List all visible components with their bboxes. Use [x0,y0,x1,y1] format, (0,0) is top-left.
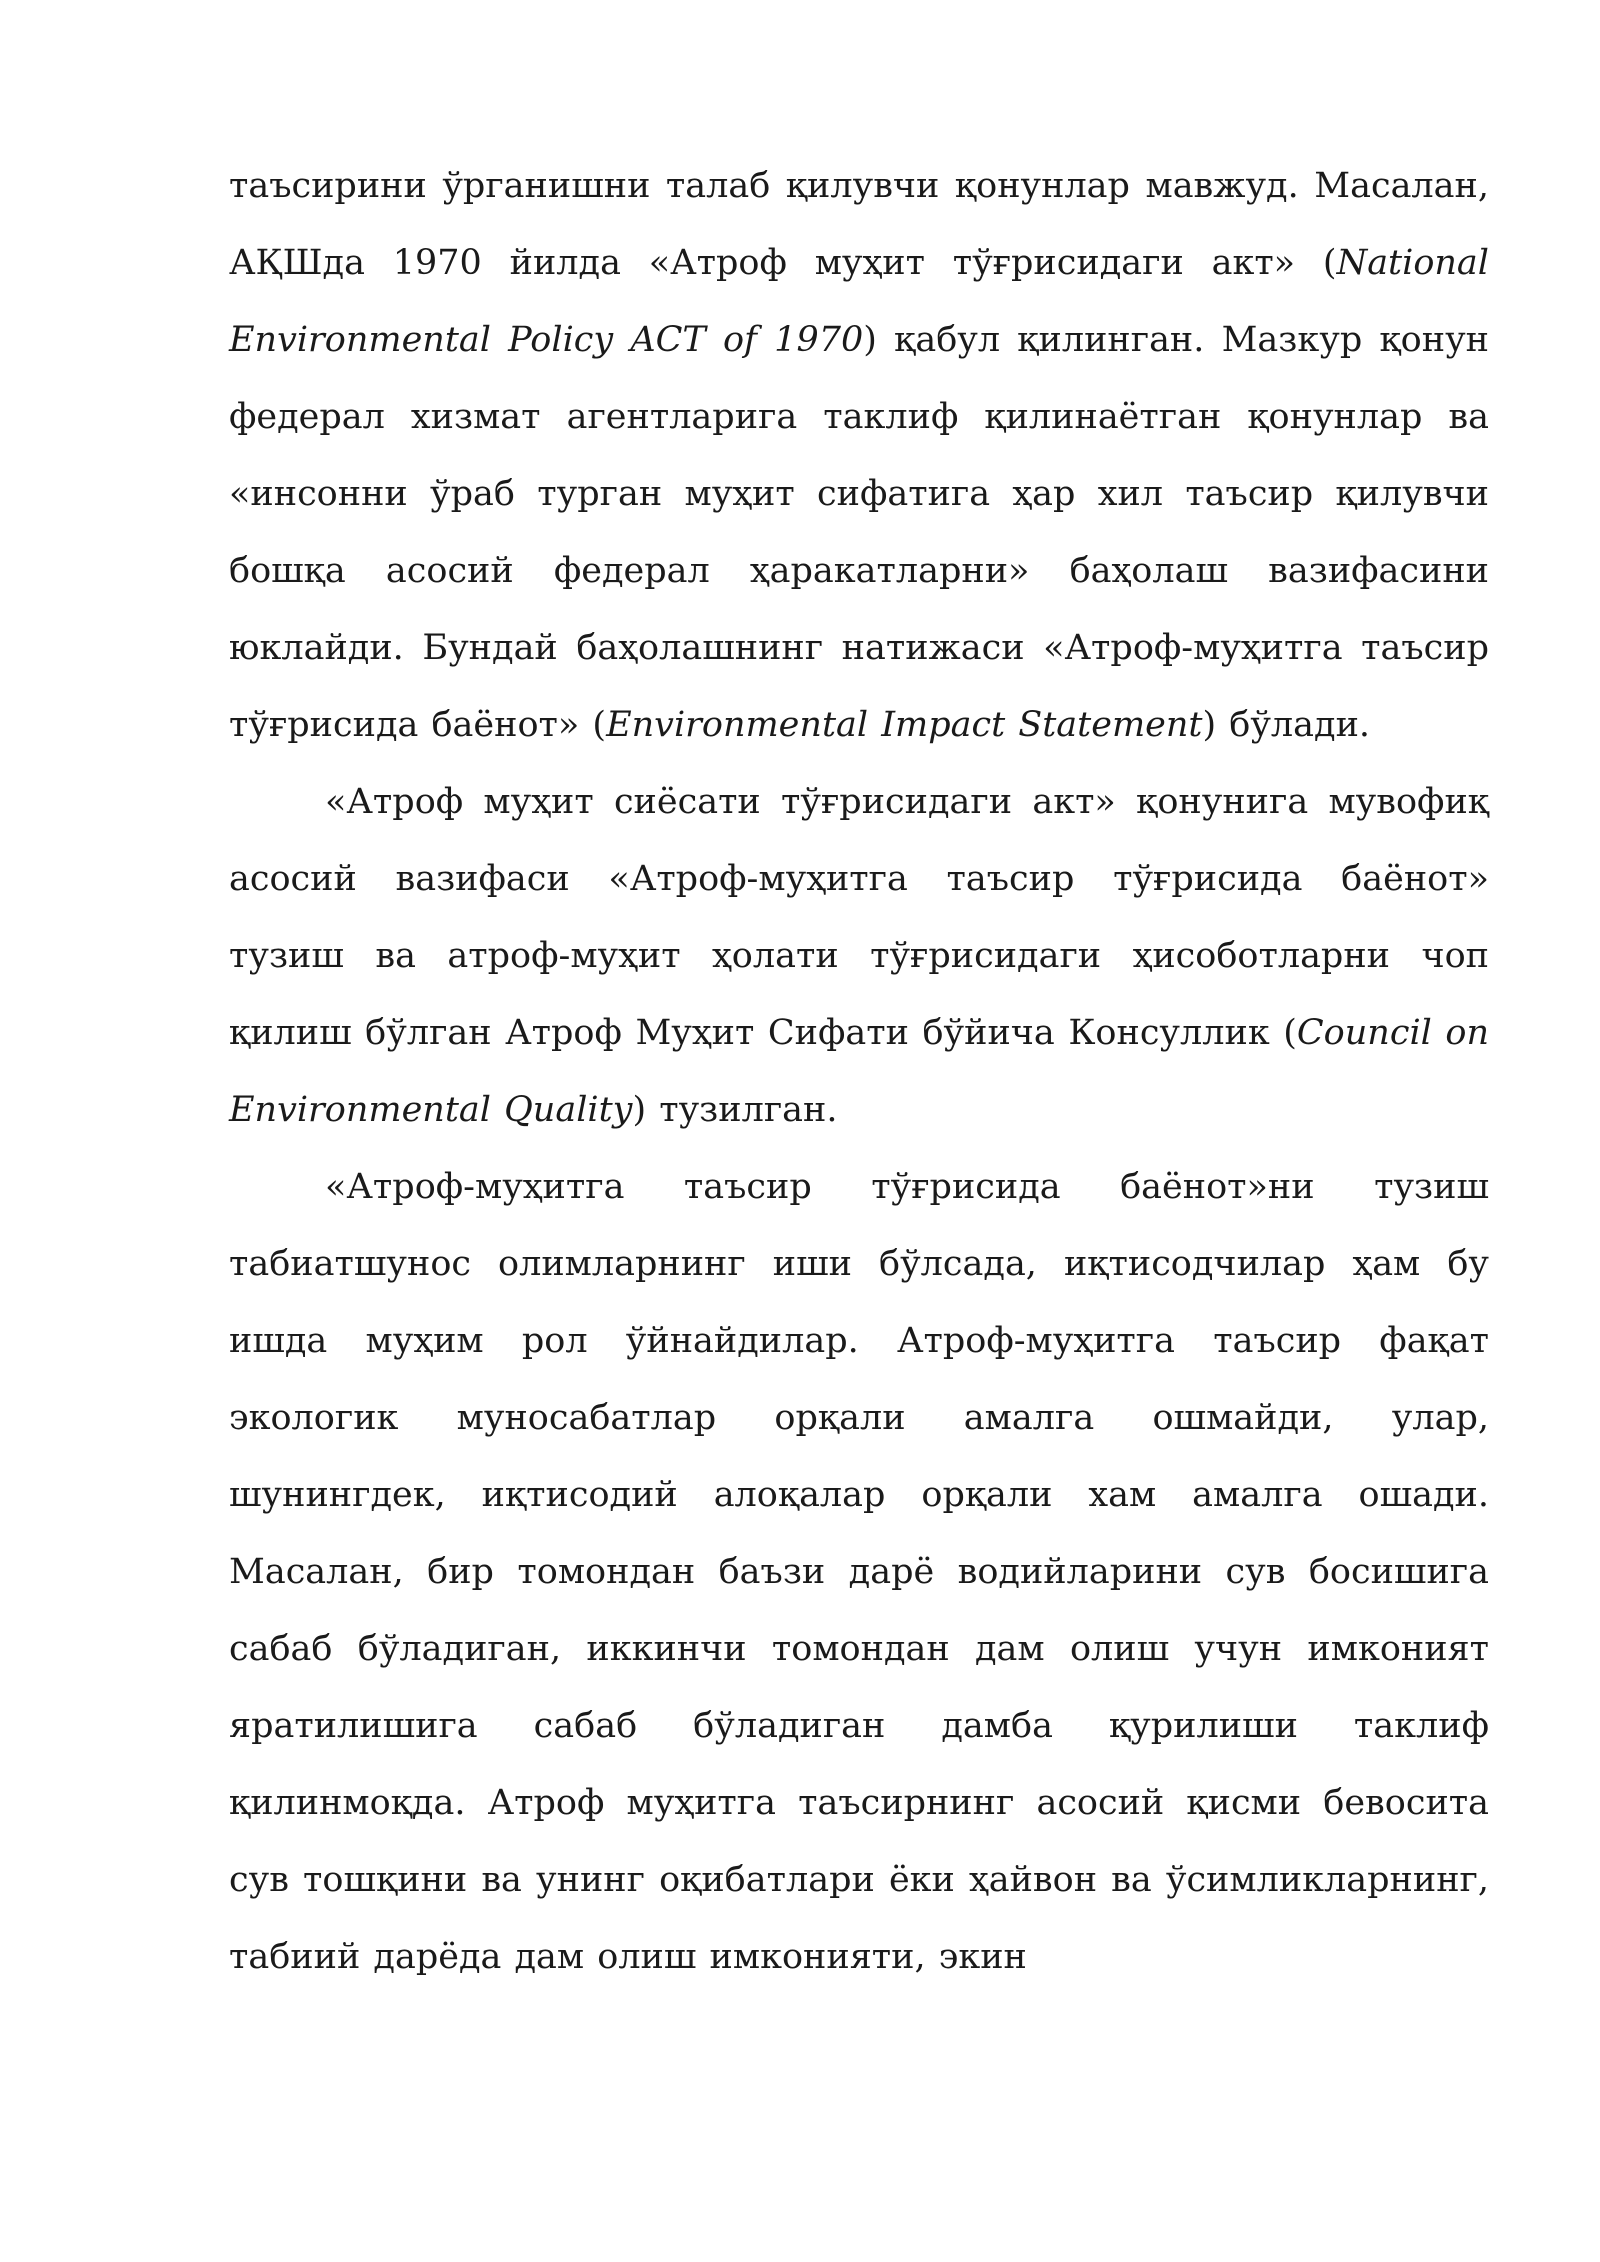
paragraph-2-segment-1: «Атроф муҳит сиёсати тўғрисидаги акт» қонунига мувофиқ асосий вазифаси «Атроф-муҳитга таъсир тўғрисида баёнот» тузиш ва атроф-муҳит ҳолати тўғрисидаги ҳисоботларни чоп қилиш бўлган Атроф Муҳит Сифати бўйича Консуллик ( [229,782,1489,1053]
paragraph-3 [229,1149,1489,1996]
paragraph-1-italic-term-eis: Environmental Impact Statement [606,705,1203,745]
paragraph-1-italic-term-nepa: National Environmental Policy ACT of 1970 [229,243,1489,360]
paragraph-1-segment-5: ) бўлади. [1202,705,1371,745]
paragraph-2 [229,764,1489,1149]
paragraph-2-italic-term-ceq: Council on Environmental Quality [229,1013,1489,1130]
paragraph-2-segment-3: ) тузилган. [632,1090,838,1130]
paragraph-1-segment-1: таъсирини ўрганишни талаб қилувчи қонунлар мавжуд. Масалан, АҚШда 1970 йилда «Атроф муҳит тўғрисидаги акт» ( [229,166,1489,283]
paragraph-1-segment-3: ) қабул қилинган. Мазкур қонун федерал хизмат агентларига таклиф қилинаётган қонунлар ва «инсонни ўраб турган муҳит сифатига ҳар хил таъсир қилувчи бошқа асосий федерал ҳаракатларни» баҳолаш вазифасини юклайди. Бундай баҳолашнинг натижаси «Атроф-муҳитга таъсир тўғрисида баёнот» ( [229,320,1489,745]
paragraph-3-segment-1: «Атроф-муҳитга таъсир тўғрисида баёнот»ни тузиш табиатшунос олимларнинг иши бўлсада, иқтисодчилар ҳам бу ишда муҳим рол ўйнайдилар. Атроф-муҳитга таъсир фақат экологик муносабатлар орқали амалга ошмайди, улар, шунингдек, иқтисодий алоқалар орқали хам амалга ошади. Масалан, бир томондан баъзи дарё водийларини сув босишига сабаб бўладиган, иккинчи томондан дам олиш учун имконият яратилишига сабаб бўладиган дамба қурилиши таклиф қилинмоқда. Атроф муҳитга таъсирнинг асосий қисми бевосита сув тошқини ва унинг оқибатлари ёки ҳайвон ва ўсимликларнинг, табиий дарёда дам олиш имконияти, экин [229,1167,1489,1977]
document-body [229,148,1489,1996]
paragraph-1 [229,148,1489,764]
